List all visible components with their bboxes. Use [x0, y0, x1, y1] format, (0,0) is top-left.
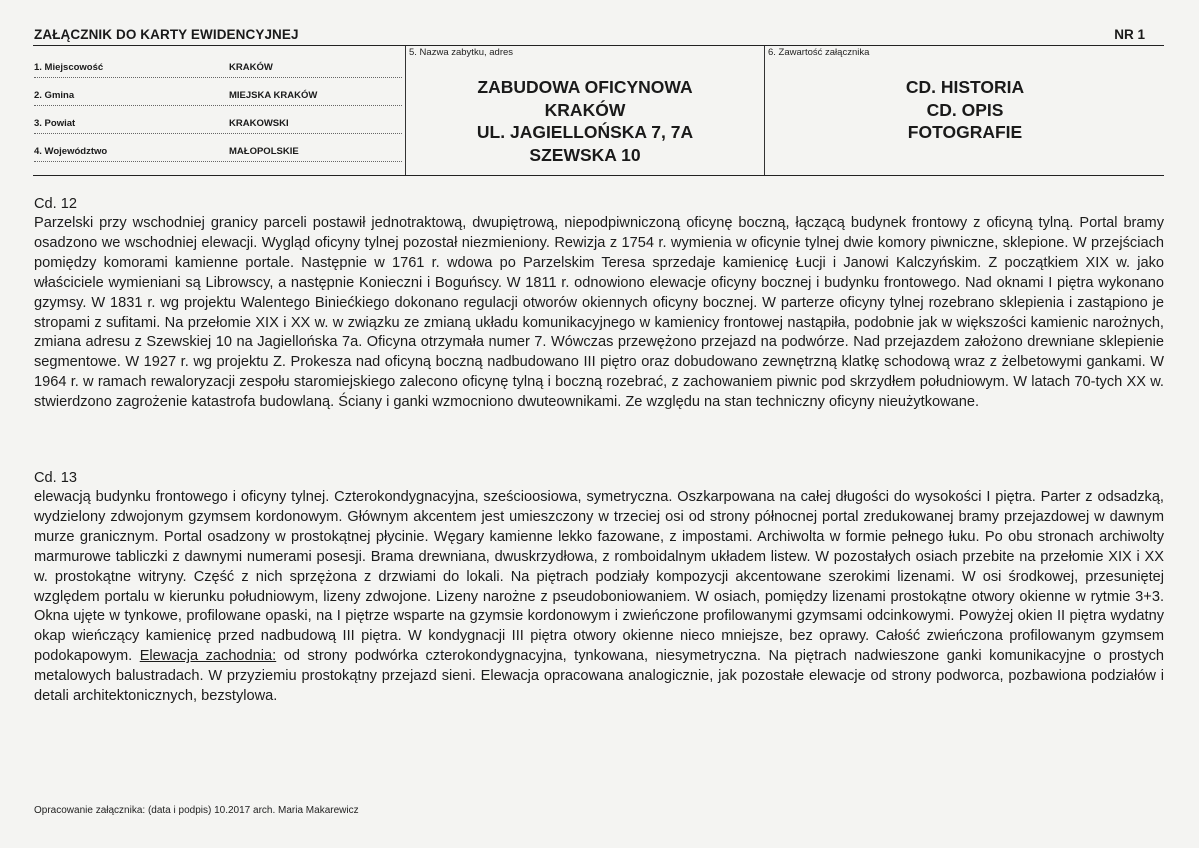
attachment-title: ZAŁĄCZNIK DO KARTY EWIDENCYJNEJ: [34, 27, 299, 42]
sheet-number: NR 1: [1114, 27, 1145, 42]
monument-caption: 5. Nazwa zabytku, adres: [409, 47, 514, 58]
attachment-contents: [765, 76, 1165, 144]
attachment-contents-caption: 6. Zawartość załącznika: [768, 47, 870, 58]
dotted-line: [34, 161, 402, 162]
field-value: MIEJSKA KRAKÓW: [229, 90, 318, 101]
footer-note: Opracowanie załącznika: (data i podpis) 10.2017 arch. Maria Makarewicz: [34, 805, 359, 816]
contents-line: CD. OPIS: [926, 99, 1004, 120]
west-elevation-heading: Elewacja zachodnia:: [139, 648, 277, 665]
field-label: 3. Powiat: [34, 118, 76, 129]
field-value: KRAKÓW: [229, 62, 273, 73]
monument-line: SZEWSKA 10: [529, 144, 641, 165]
contents-line: FOTOGRAFIE: [907, 122, 1023, 142]
field-label: 4. Województwo: [34, 146, 108, 157]
dotted-line: [34, 133, 402, 134]
field-value: KRAKOWSKI: [229, 118, 289, 129]
field-label: 2. Gmina: [34, 90, 75, 101]
top-rule: [33, 45, 1164, 46]
field-label: 1. Miejscowość: [34, 62, 104, 73]
description-paragraph: [34, 488, 1164, 707]
field-value: MAŁOPOLSKIE: [229, 146, 299, 157]
description-text: elewacją budynku frontowego i oficyny tylnej. Czterokondygnacyjna, sześcioosiowa, symetryczna. Oszkarpowana na całej długości do wysokości I piętra. Parter z odsadzką, wydzielony zdwojonym gzymsem kordonowym. Głównym akcentem jest umieszczony w trzeciej osi od strony północnej portal zredukowanej bramy przejazdowej w dawnym murze granicznym. Portal osadzony w prostokątnej płycinie. Węgary kamienne lekko fazowane, z impostami. Archiwolta w formie pełnego łuku. Po obu stronach archiwolty marmurowe tabliczki z dawnymi numerami posesji. Brama drewniana, dwuskrzydłowa, z romboidalnym układem listew. W pozostałych osiach przebite na przełomie XIX i XX w. prostokątne witryny. Część z nich sprzężona z drzwiami do lokali. Na piętrach podziały kompozycji akcentowane szerokimi lizenami. W osi środkowej, przesuniętej względem portalu w kierunku południowym, lizeny zdwojone. Lizeny narożne z pseudoboniowaniem. W osiach, pomiędzy lizenami prostokątne otwory okienne w rytmie 3+3. Okna ujęte w tynkowe, profilowane opaski, na I piętrze wsparte na gzymsie kordonowym i zwieńczone profilowanymi gzymsami odcinkowymi. Powyżej okien II piętra wydatny okap wieńczący kamienicę przed nadbudową III piętra. W kondygnacji III piętra otwory okienne nieco mniejsze, bez oprawy. Całość zwieńczona profilowanym gzymsem podokapowym.: [34, 489, 1164, 665]
contents-line: CD. HISTORIA: [905, 77, 1025, 97]
monument-name-address: [406, 76, 764, 166]
monument-line: ZABUDOWA OFICYNOWA: [477, 77, 693, 97]
dotted-line: [34, 77, 402, 78]
monument-line: KRAKÓW: [544, 99, 626, 120]
monument-line: UL. JAGIELLOŃSKA 7, 7A: [476, 122, 694, 142]
section-heading: Cd. 12: [34, 196, 77, 212]
west-elevation-text: od strony podwórka czterokondygnacyjna, tynkowana, niesymetryczna. Na piętrach nadwieszone ganki komunikacyjne o prostych metalowych balustradach. W przyziemiu prostokątny przejazd sieni. Elewacja opracowana analogicznie, jak pozostałe elewacje od strony podworca, pozbawiona podziałów i detali architektonicznych, bezstylowa.: [34, 648, 1164, 705]
header-bottom-rule: [33, 175, 1164, 176]
history-paragraph: Parzelski przy wschodniej granicy parceli postawił jednotraktową, dwupiętrową, niepodpiwniczoną oficynę boczną, łączącą budynek frontowy z oficyną tylną. Portal bramy osadzono we wschodniej elewacji. Wygląd oficyny tylnej pozostał niezmieniony. Rewizja z 1754 r. wymienia w oficynie tylnej dwie komory piwniczne, sklepione. W przejściach pomiędzy komorami kamienne portale. Następnie w 1761 r. wdowa po Parzelskim Teresa sprzedaje kamienicę Łucji i Janowi Kalczyńskim. Z początkiem XIX w. jako właściciele wymieniani są Librowscy, a następnie Konieczni i Boguńscy. W 1811 r. odnowiono elewacje oficyny bocznej i budynku frontowego. Nad oknami I piętra wykonano gzymsy. W 1831 r. wg projektu Walentego Biniećkiego dokonano regulacji otworów okiennych oficyny bocznej. W parterze oficyny tylnej rozebrano sklepienia i zastąpiono je stropami z sufitami. Na przełomie XIX i XX w. w związku ze zmianą układu komunikacyjnego w kamienicy frontowej nastąpiła, podobnie jak w większości kamienic narożnych, zmiana adresu z Szewskiej 10 na Jagiellońska 7a. Oficyna otrzymała numer 7. Wówczas przewężono przejazd na podwórze. Nad przejazdem założono drewniane sklepienie segmentowe. W 1927 r. wg projektu Z. Prokesza nad oficyną boczną nadbudowano III piętro oraz dobudowano zewnętrzną klatkę schodową wraz z żelbetowymi gankami. W 1964 r. w ramach rewaloryzacji zespołu staromiejskiego zalecono oficynę tylną i boczną rozebrać, z zachowaniem piwnic pod skrzydłem południowym. W latach 70-tych XX w. stwierdzono zagrożenie katastrofa budowlaną. Ściany i ganki wzmocniono dwuteownikami. Ze względu na stan techniczny oficyny nieużytkowane.: [34, 215, 1164, 411]
section-heading: Cd. 13: [34, 470, 77, 486]
dotted-line: [34, 105, 402, 106]
